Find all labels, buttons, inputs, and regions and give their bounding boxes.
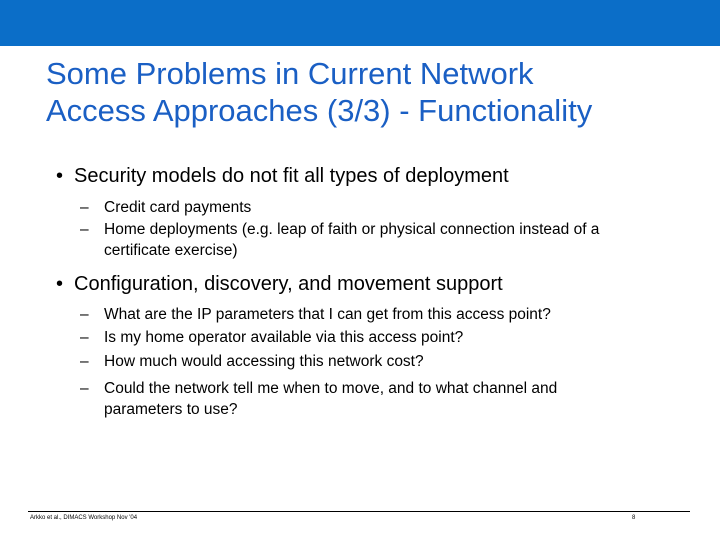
bullet-marker: • bbox=[56, 165, 64, 187]
dash-marker: – bbox=[80, 353, 89, 370]
footer-divider bbox=[28, 511, 690, 512]
dash-marker: – bbox=[80, 329, 89, 346]
subitem-text bbox=[104, 219, 694, 261]
subitem-text: What are the IP parameters that I can get from this access point? bbox=[104, 306, 551, 323]
subitem-text: Is my home operator available via this access point? bbox=[104, 329, 464, 346]
slide-title-line-1: Some Problems in Current Network bbox=[46, 56, 534, 91]
bullet-marker: • bbox=[56, 273, 64, 295]
slide-title bbox=[46, 55, 706, 129]
subitem-text-line-2: certificate exercise) bbox=[104, 242, 238, 259]
subitem-text-line-1: Could the network tell me when to move, and to what channel and bbox=[104, 380, 558, 397]
bullet-text: Configuration, discovery, and movement support bbox=[74, 273, 503, 295]
bullet-text: Security models do not fit all types of deployment bbox=[74, 165, 509, 187]
dash-marker: – bbox=[80, 221, 89, 238]
dash-marker: – bbox=[80, 306, 89, 323]
page-number: 8 bbox=[632, 515, 636, 521]
footer-citation: Arkko et al., DIMACS Workshop Nov '04 bbox=[30, 515, 138, 521]
subitem-text-line-1: Home deployments (e.g. leap of faith or physical connection instead of a bbox=[104, 221, 600, 238]
dash-marker: – bbox=[80, 380, 89, 397]
subitem-text-line-2: parameters to use? bbox=[104, 401, 238, 418]
subitem-text: Credit card payments bbox=[104, 199, 252, 216]
dash-marker: – bbox=[80, 199, 89, 216]
slide-title-line-2: Access Approaches (3/3) - Functionality bbox=[46, 93, 593, 128]
top-banner bbox=[0, 0, 720, 46]
subitem-text bbox=[104, 378, 694, 420]
subitem-text: How much would accessing this network cost? bbox=[104, 353, 424, 370]
